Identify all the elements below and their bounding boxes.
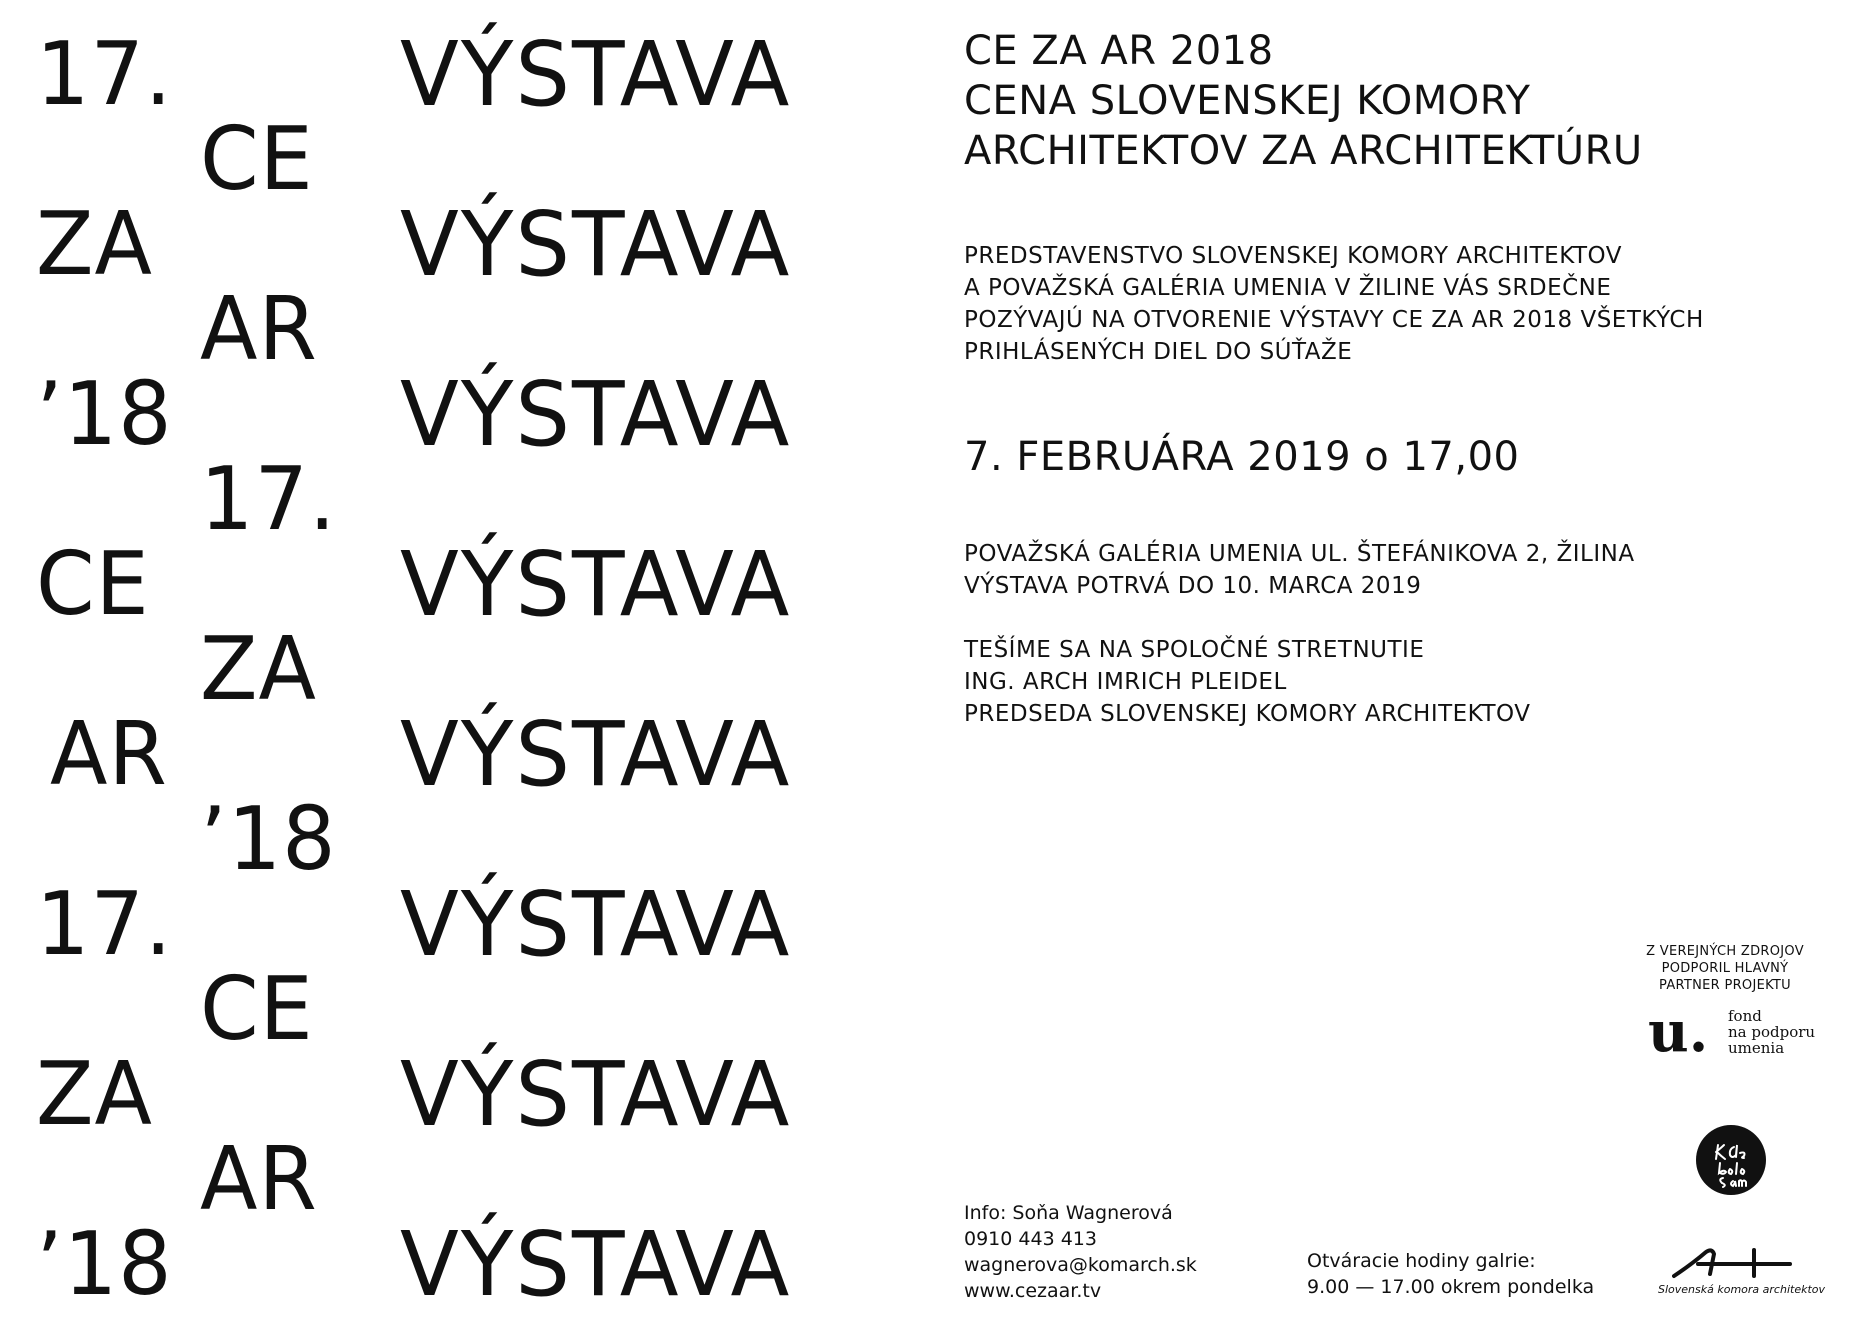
invitation-line: PREDSTAVENSTVO SLOVENSKEJ KOMORY ARCHITEKTOV (964, 243, 1622, 269)
venue-info (964, 538, 1635, 602)
opening-hours (1307, 1248, 1594, 1300)
fund-logo-text (1728, 1008, 1815, 1056)
ska-logo (1672, 1244, 1792, 1284)
fund-line: umenia (1728, 1039, 1785, 1057)
big-word: 17. (36, 872, 173, 975)
invitation-line: POZÝVAJÚ NA OTVORENIE VÝSTAVY CE ZA AR 2018 VŠETKÝCH (964, 307, 1704, 333)
vystava-word: VÝSTAVA (400, 192, 792, 297)
invitation-line: PRIHLÁSENÝCH DIEL DO SÚŤAŽE (964, 339, 1353, 365)
invitation-line: A POVAŽSKÁ GALÉRIA UMENIA V ŽILINE VÁS SRDEČNE (964, 275, 1612, 301)
big-word: ’18 (36, 1212, 173, 1315)
title-line: CENA SLOVENSKEJ KOMORY (964, 78, 1531, 124)
big-word: CE (200, 107, 314, 210)
vystava-word: VÝSTAVA (400, 362, 792, 467)
big-word: ZA (36, 1042, 154, 1145)
sponsor-line: PODPORIL HLAVNÝ (1661, 961, 1789, 976)
sponsor-line: PARTNER PROJEKTU (1659, 978, 1791, 993)
big-word: AR (50, 702, 168, 805)
ska-logo-icon (1672, 1244, 1792, 1280)
signature-block (964, 634, 1530, 730)
kde-bolo-sam-logo (1696, 1125, 1766, 1195)
venue-line: POVAŽSKÁ GALÉRIA UMENIA UL. ŠTEFÁNIKOVA 2, ŽILINA (964, 541, 1635, 567)
poster-title (964, 26, 1643, 176)
kde-logo-icon (1696, 1125, 1766, 1195)
fund-line: fond (1728, 1007, 1762, 1025)
big-word: ’18 (36, 362, 173, 465)
big-word: 17. (36, 22, 173, 125)
fund-logo-mark: u. (1648, 999, 1709, 1065)
contact-name: Info: Soňa Wagnerová (964, 1202, 1173, 1224)
hours-line: 9.00 — 17.00 okrem pondelka (1307, 1276, 1595, 1298)
vystava-word: VÝSTAVA (400, 22, 792, 127)
ska-caption: Slovenská komora architektov (1658, 1283, 1826, 1296)
contact-phone: 0910 443 413 (964, 1228, 1097, 1250)
contact-info (964, 1200, 1197, 1304)
big-word: ZA (200, 617, 318, 720)
event-date: 7. FEBRUÁRA 2019 o 17,00 (964, 434, 1520, 480)
sponsor-note (1630, 943, 1820, 994)
venue-line: VÝSTAVA POTRVÁ DO 10. MARCA 2019 (964, 573, 1422, 599)
vystava-word: VÝSTAVA (400, 1212, 792, 1317)
invitation-text (964, 240, 1704, 368)
vystava-word: VÝSTAVA (400, 532, 792, 637)
contact-email[interactable]: wagnerova@komarch.sk (964, 1254, 1197, 1276)
sponsor-line: Z VEREJNÝCH ZDROJOV (1646, 944, 1804, 959)
big-word: AR (200, 1127, 318, 1230)
signature-line: ING. ARCH IMRICH PLEIDEL (964, 669, 1287, 695)
signature-line: TEŠÍME SA NA SPOLOČNÉ STRETNUTIE (964, 637, 1425, 663)
vystava-word: VÝSTAVA (400, 872, 792, 977)
big-word: ’18 (200, 787, 337, 890)
big-word: CE (200, 957, 314, 1060)
signature-line: PREDSEDA SLOVENSKEJ KOMORY ARCHITEKTOV (964, 701, 1531, 727)
contact-website[interactable]: www.cezaar.tv (964, 1280, 1102, 1302)
fund-line: na podporu (1728, 1023, 1816, 1041)
vystava-word: VÝSTAVA (400, 702, 792, 807)
big-word: CE (36, 532, 150, 635)
title-line: CE ZA AR 2018 (964, 28, 1274, 74)
vystava-word: VÝSTAVA (400, 1042, 792, 1147)
title-line: ARCHITEKTOV ZA ARCHITEKTÚRU (964, 128, 1643, 174)
big-word: 17. (200, 447, 337, 550)
big-word: ZA (36, 192, 154, 295)
big-word: AR (200, 277, 318, 380)
hours-line: Otváracie hodiny galrie: (1307, 1250, 1536, 1272)
